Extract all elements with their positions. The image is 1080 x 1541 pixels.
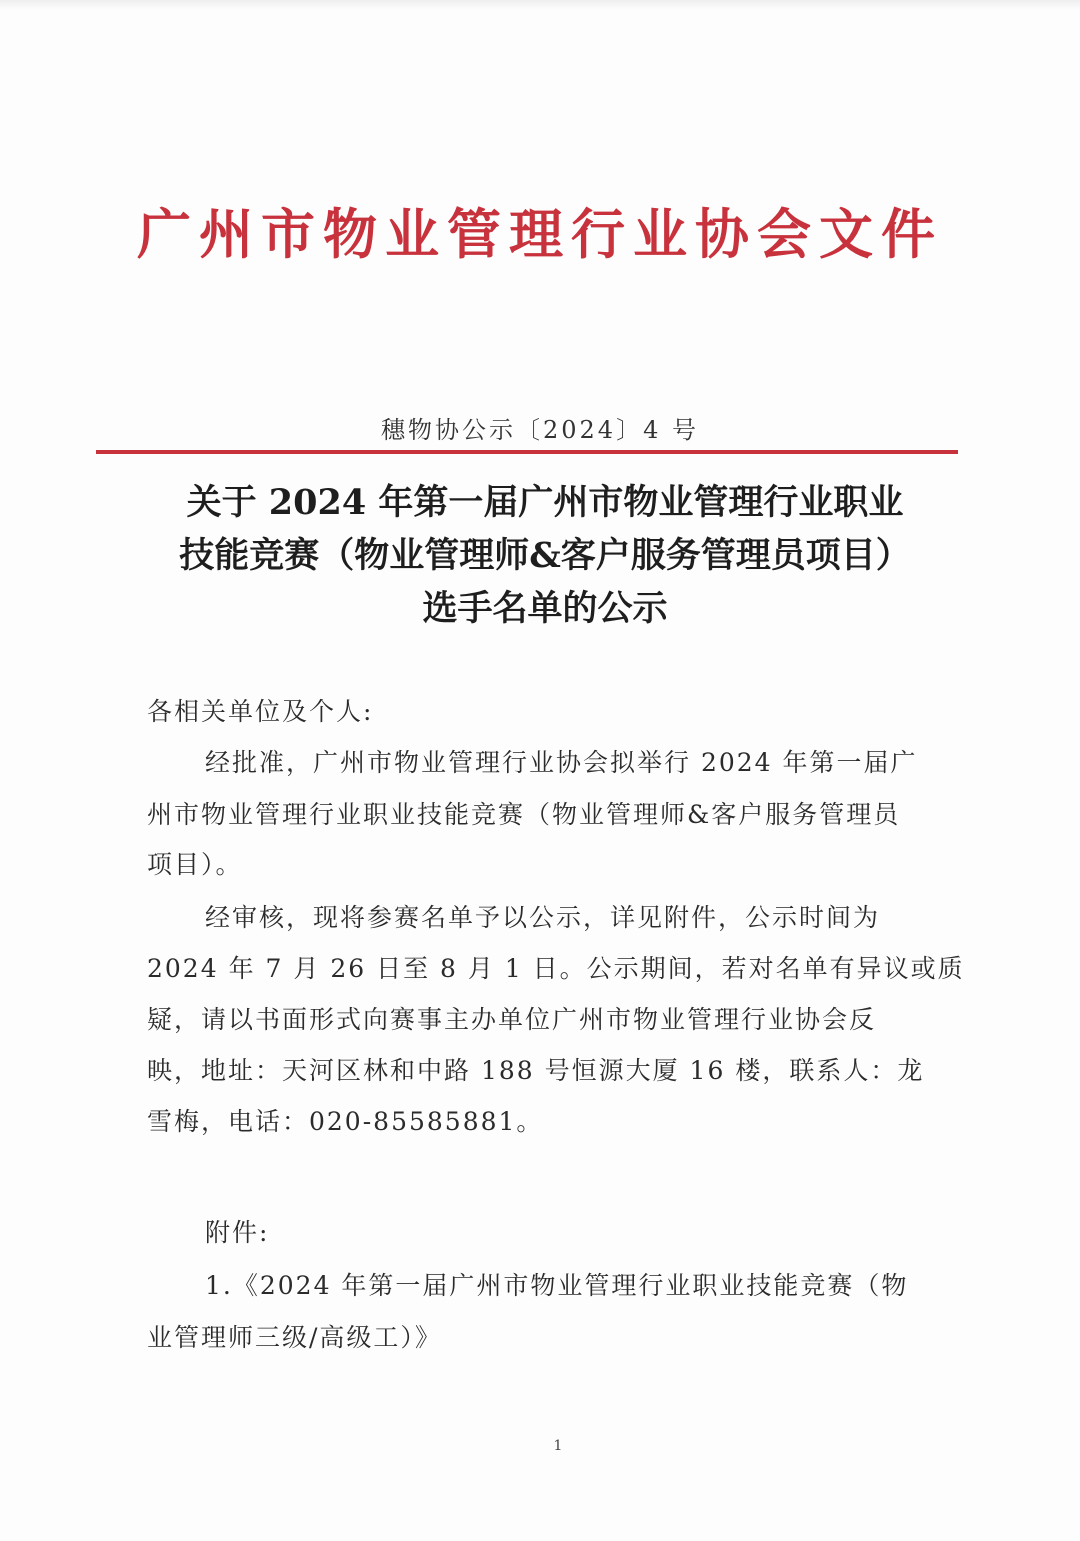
notice-title-line-2: 技能竞赛（物业管理师&客户服务管理员项目） bbox=[179, 535, 911, 576]
red-divider-line bbox=[96, 450, 958, 454]
paragraph-2-line-1: 经审核，现将参赛名单予以公示，详见附件，公示时间为 bbox=[205, 903, 881, 932]
notice-title-line-1: 关于 2024 年第一届广州市物业管理行业职业 bbox=[186, 482, 904, 523]
attachment-1-line-2: 业管理师三级/高级工）》 bbox=[147, 1323, 442, 1352]
notice-title-line-3: 选手名单的公示 bbox=[422, 588, 668, 629]
notice-title bbox=[110, 476, 980, 635]
paragraph-2-line-2: 2024 年 7 月 26 日至 8 月 1 日。公示期间，若对名单有异议或质 bbox=[147, 954, 965, 983]
paragraph-1-line-2: 州市物业管理行业职业技能竞赛（物业管理师&客户服务管理员 bbox=[147, 800, 901, 829]
document-number: 穗物协公示〔2024〕4 号 bbox=[381, 416, 699, 444]
paragraph-2-line-3: 疑，请以书面形式向赛事主办单位广州市物业管理行业协会反 bbox=[147, 1005, 877, 1034]
salutation: 各相关单位及个人: bbox=[147, 697, 374, 726]
page-number: 1 bbox=[553, 1438, 563, 1454]
attachment-1-line-1: 1.《2024 年第一届广州市物业管理行业职业技能竞赛（物 bbox=[205, 1271, 909, 1300]
paragraph-2-line-5: 雪梅，电话：020-85585881。 bbox=[147, 1107, 544, 1136]
attachments-label: 附件: bbox=[205, 1218, 270, 1247]
paragraph-1-line-1: 经批准，广州市物业管理行业协会拟举行 2024 年第一届广 bbox=[205, 748, 918, 777]
paragraph-1-line-3: 项目）。 bbox=[147, 850, 243, 879]
scan-edge bbox=[0, 0, 1080, 10]
org-header-title: 广州市物业管理行业协会文件 bbox=[137, 202, 943, 266]
paragraph-2-line-4: 映，地址：天河区林和中路 188 号恒源大厦 16 楼，联系人：龙 bbox=[147, 1056, 925, 1085]
